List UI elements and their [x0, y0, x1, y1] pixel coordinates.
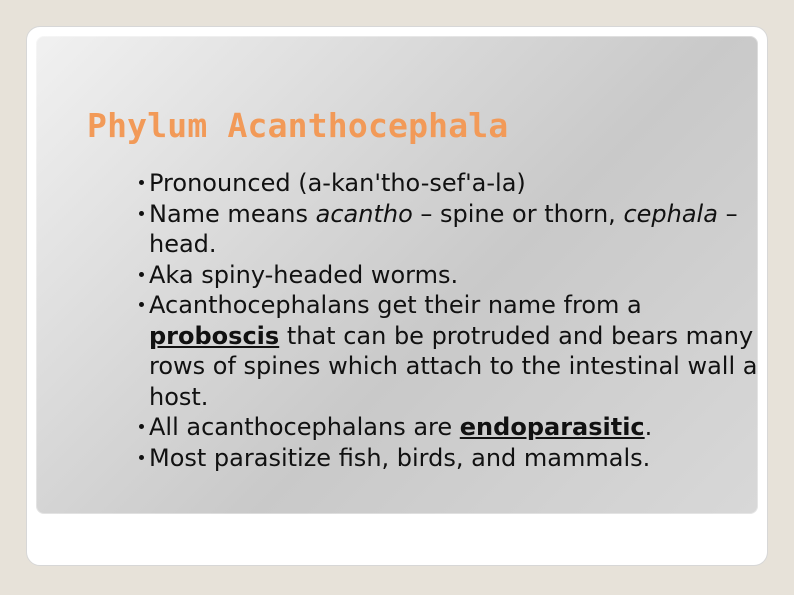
emphasis-cephala: cephala: [623, 199, 718, 228]
bullet-text: All acanthocephalans are: [149, 413, 460, 441]
bullet-text: – spine or thorn,: [412, 199, 624, 228]
bullet-text: Aka spiny-headed worms.: [149, 260, 459, 289]
endoparasitic-term: endoparasitic: [459, 413, 645, 441]
bullet-text: that can be protruded and bears many rows of spines which attach to the intestinal wall a host.: [149, 321, 758, 411]
slide-title: Phylum Acanthocephala: [87, 106, 509, 145]
emphasis-acantho: acantho: [315, 199, 413, 228]
bullet-text: Acanthocephalans get their name from a: [149, 291, 642, 319]
bullet-text: Pronounced (a-kan'tho-sef'a-la): [149, 169, 526, 197]
bullet-text: – head.: [149, 199, 738, 258]
bullet-text: Name means: [149, 199, 316, 228]
bullet-item-hosts: [149, 443, 759, 474]
proboscis-term: proboscis: [149, 321, 280, 350]
bullet-item-endoparasitic: [149, 412, 759, 443]
bullet-text: Most parasitize fish, birds, and mammals.: [149, 443, 651, 472]
bullet-text: .: [644, 413, 653, 441]
bullet-item-name-meaning: [149, 199, 759, 260]
bullet-item-proboscis: [149, 290, 759, 412]
bullet-item-aka: [149, 260, 759, 291]
bullet-item-pronunciation: [149, 168, 759, 199]
bullet-list: [149, 168, 759, 473]
